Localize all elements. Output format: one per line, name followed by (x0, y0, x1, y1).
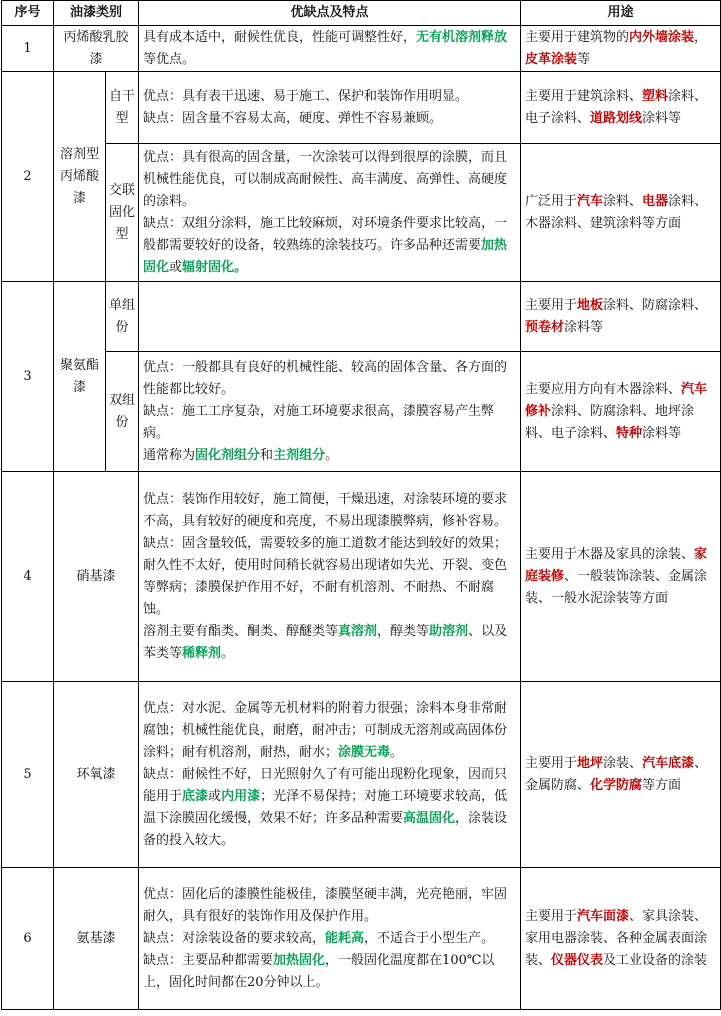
text-segment: 主要用于 (525, 755, 578, 771)
paragraph (143, 884, 516, 928)
text-segment: 。 (325, 447, 339, 463)
text-segment: 、以及苯类等 (143, 623, 508, 661)
row-usage (521, 282, 721, 352)
header-index: 序号 (2, 1, 54, 26)
text-segment: 优点：装饰作用较好，施工简便，干燥迅速，对涂装环境的要求不高，具有较好的硬度和亮度，不易出现漆膜弊病，修补容易。 (143, 491, 508, 529)
header-row (2, 1, 721, 26)
table-row (2, 868, 721, 1010)
highlight-text: 涂膜无毒 (338, 744, 391, 760)
row-usage (521, 144, 721, 282)
row-features (139, 472, 521, 682)
row-index: 6 (2, 868, 54, 1010)
table-row (2, 26, 721, 72)
highlight-text: 内外墙涂装 (629, 29, 695, 45)
paint-comparison-table (1, 0, 721, 1010)
text-segment: 。 (221, 645, 235, 661)
row-subtype: 双组份 (106, 352, 139, 472)
paragraph (143, 357, 516, 401)
row-category: 溶剂型丙烯酸漆 (54, 72, 106, 282)
highlight-text: 化学防腐 (590, 777, 643, 793)
text-segment: 缺点：施工工序复杂，对施工环境要求很高，漆膜容易产生弊病。 (143, 403, 495, 441)
highlight-text: 家庭装修 (525, 546, 708, 584)
text-segment: 及工业设备的涂装 (603, 952, 708, 968)
highlight-text: 地板 (577, 297, 604, 313)
text-segment: 缺点：固含量较低，需要较多的施工道数才能达到较好的效果；耐久性不太好，使用时间稍长就容易出现诸如失光、开裂、变色等弊病；漆膜保护作用不好，不耐有机溶剂、不耐热、不耐腐蚀。 (143, 535, 508, 617)
text-segment: ， (694, 29, 708, 45)
text-segment: 或 (208, 788, 222, 804)
text-segment: 、一般装饰涂装、金属涂装、一般水泥涂装等方面 (525, 568, 708, 606)
text-segment: ，一般固化温度都在100℃以上，固化时间都在20分钟以上。 (143, 952, 495, 990)
paragraph (143, 147, 516, 213)
highlight-text: 皮革涂装 (525, 51, 578, 67)
text-segment: 通常称为 (143, 447, 196, 463)
text-segment: 缺点：固含量不容易太高，硬度、弹性不容易兼顾。 (143, 110, 443, 126)
text-segment: 等优点。 (143, 51, 196, 67)
text-segment: 优点：固化后的漆膜性能极佳，漆膜坚硬丰满，光亮艳丽，牢固耐久，具有很好的装饰作用及保护作用。 (143, 886, 508, 924)
text-segment: ，涂装设备的投入较大。 (143, 810, 508, 848)
row-subtype: 自干型 (106, 72, 139, 144)
text-segment: 涂料等 (642, 425, 682, 441)
text-segment: ，不适合于小型生产。 (364, 930, 495, 946)
row-category: 氨基漆 (54, 868, 139, 1010)
highlight-text: 仪器仪表 (551, 952, 604, 968)
highlight-text: 地坪 (577, 755, 604, 771)
paragraph (143, 213, 516, 279)
text-segment: 主要用于木器及家具的涂装、 (525, 546, 695, 562)
paragraph (143, 698, 516, 764)
row-features (139, 26, 521, 72)
row-usage (521, 72, 721, 144)
row-index: 4 (2, 472, 54, 682)
text-segment: 优点：对水泥、金属等无机材料的附着力很强；涂料本身非常耐腐蚀；机械性能优良，耐磨，耐冲击；可制成无溶剂或高固体份涂料；耐有机溶剂，耐热，耐水； (143, 700, 508, 760)
text-segment: 和 (260, 447, 274, 463)
highlight-text: 汽车修补 (525, 381, 708, 419)
text-segment: 涂料等 (642, 110, 682, 126)
row-index: 3 (2, 282, 54, 472)
row-usage (521, 682, 721, 868)
text-segment: 优点：具有表干迅速、易于施工、保护和装饰作用明显。 (143, 88, 469, 104)
text-segment: 优点：一般都具有良好的机械性能、较高的固体含量、各方面的性能都比较好。 (143, 359, 508, 397)
text-segment: 涂料、木器涂料、建筑涂料等方面 (525, 193, 708, 231)
highlight-text: 辐射固化。 (182, 259, 248, 275)
row-features (139, 682, 521, 868)
paragraph (143, 401, 516, 445)
header-usage: 用途 (521, 1, 721, 26)
text-segment: 主要应用方向有木器涂料、 (525, 381, 682, 397)
highlight-text: 加热固化 (273, 952, 326, 968)
row-features (139, 282, 521, 352)
paragraph (143, 86, 516, 108)
text-segment: 主要用于 (525, 297, 578, 313)
text-segment: 涂料、 (603, 193, 643, 209)
row-category: 硝基漆 (54, 472, 139, 682)
highlight-text: 内用漆 (221, 788, 261, 804)
text-segment: 溶剂主要有酯类、酮类、醇醚类等 (143, 623, 339, 639)
paragraph (143, 764, 516, 852)
highlight-text: 预卷材 (525, 319, 565, 335)
text-segment: 等方面 (642, 777, 682, 793)
text-segment: 涂装、 (603, 755, 643, 771)
highlight-text: 底漆 (182, 788, 209, 804)
highlight-text: 汽车 (577, 193, 604, 209)
text-segment: 优点：具有很高的固含量，一次涂装可以得到很厚的涂膜，而且机械性能优良，可以制成高耐候性、高丰满度、高弹性、高硬度的涂料。 (143, 149, 508, 209)
text-segment: 等 (577, 51, 591, 67)
text-segment: 缺点：对涂装设备的要求较高， (143, 930, 326, 946)
text-segment: 、金属防腐、 (525, 755, 708, 793)
text-segment: 缺点：双组分涂料，施工比较麻烦，对环境条件要求比较高，一般都需要较好的设备，较熟练的涂装技巧。许多品种还需要 (143, 215, 508, 253)
highlight-text: 加热固化 (143, 237, 508, 275)
row-features (139, 868, 521, 1010)
highlight-text: 助溶剂 (429, 623, 469, 639)
text-segment: 涂料等 (564, 319, 604, 335)
text-segment: 主要用于建筑涂料、 (525, 88, 643, 104)
text-segment: 缺点：耐候性不好，日光照射久了有可能出现粉化现象，因而只能用于 (143, 766, 508, 804)
row-usage (521, 472, 721, 682)
text-segment: 具有成本适中，耐候性优良，性能可调整性好， (143, 29, 417, 45)
text-segment: 主要用于 (525, 908, 578, 924)
highlight-text: 固化剂组分 (195, 447, 261, 463)
text-segment: 缺点：主要品种都需要 (143, 952, 274, 968)
paragraph (143, 445, 516, 467)
text-segment: ；光泽不易保持；对施工环境要求较高，低温下涂膜固化缓慢，效果不好；许多品种需要 (143, 788, 508, 826)
paragraph (143, 533, 516, 621)
row-usage (521, 868, 721, 1010)
row-features (139, 144, 521, 282)
row-category: 丙烯酸乳胶漆 (54, 26, 139, 72)
row-category: 聚氨酯漆 (54, 282, 106, 472)
table-row (2, 144, 721, 282)
highlight-text: 高温固化 (403, 810, 456, 826)
text-segment: 。 (390, 744, 404, 760)
text-segment: 涂料、防腐涂料、地坪涂料、电子涂料、 (525, 403, 695, 441)
text-segment: ，醇类等 (377, 623, 430, 639)
highlight-text: 汽车面漆 (577, 908, 630, 924)
text-segment: 、家具涂装、家用电器涂装、各种金属表面涂装、 (525, 908, 708, 968)
text-segment: 广泛用于 (525, 193, 578, 209)
row-features (139, 72, 521, 144)
row-subtype: 交联固化型 (106, 144, 139, 282)
paragraph (143, 489, 516, 533)
table-row (2, 72, 721, 144)
table-row (2, 472, 721, 682)
highlight-text: 电器 (642, 193, 669, 209)
row-usage (521, 26, 721, 72)
highlight-text: 能耗高 (325, 930, 365, 946)
paragraph (143, 621, 516, 665)
row-index: 5 (2, 682, 54, 868)
highlight-text: 稀释剂 (182, 645, 222, 661)
header-features: 优缺点及特点 (139, 1, 521, 26)
paragraph (143, 950, 516, 994)
row-usage (521, 352, 721, 472)
table-row (2, 282, 721, 352)
table-row (2, 352, 721, 472)
paragraph (143, 928, 516, 950)
highlight-text: 特种 (616, 425, 643, 441)
paragraph (143, 108, 516, 130)
table-row (2, 682, 721, 868)
row-index: 1 (2, 26, 54, 72)
text-segment: 或 (169, 259, 183, 275)
row-category: 环氧漆 (54, 682, 139, 868)
highlight-text: 真溶剂 (338, 623, 378, 639)
highlight-text: 主剂组分 (273, 447, 326, 463)
header-category: 油漆类别 (54, 1, 139, 26)
row-index: 2 (2, 72, 54, 282)
text-segment: 涂料、防腐涂料、 (603, 297, 708, 313)
text-segment: 主要用于建筑物的 (525, 29, 630, 45)
row-subtype: 单组份 (106, 282, 139, 352)
highlight-text: 汽车底漆 (642, 755, 695, 771)
row-features (139, 352, 521, 472)
highlight-text: 无有机溶剂释放 (416, 29, 508, 45)
highlight-text: 道路划线 (590, 110, 643, 126)
text-segment: 涂料、电子涂料、 (525, 88, 708, 126)
highlight-text: 塑料 (642, 88, 669, 104)
